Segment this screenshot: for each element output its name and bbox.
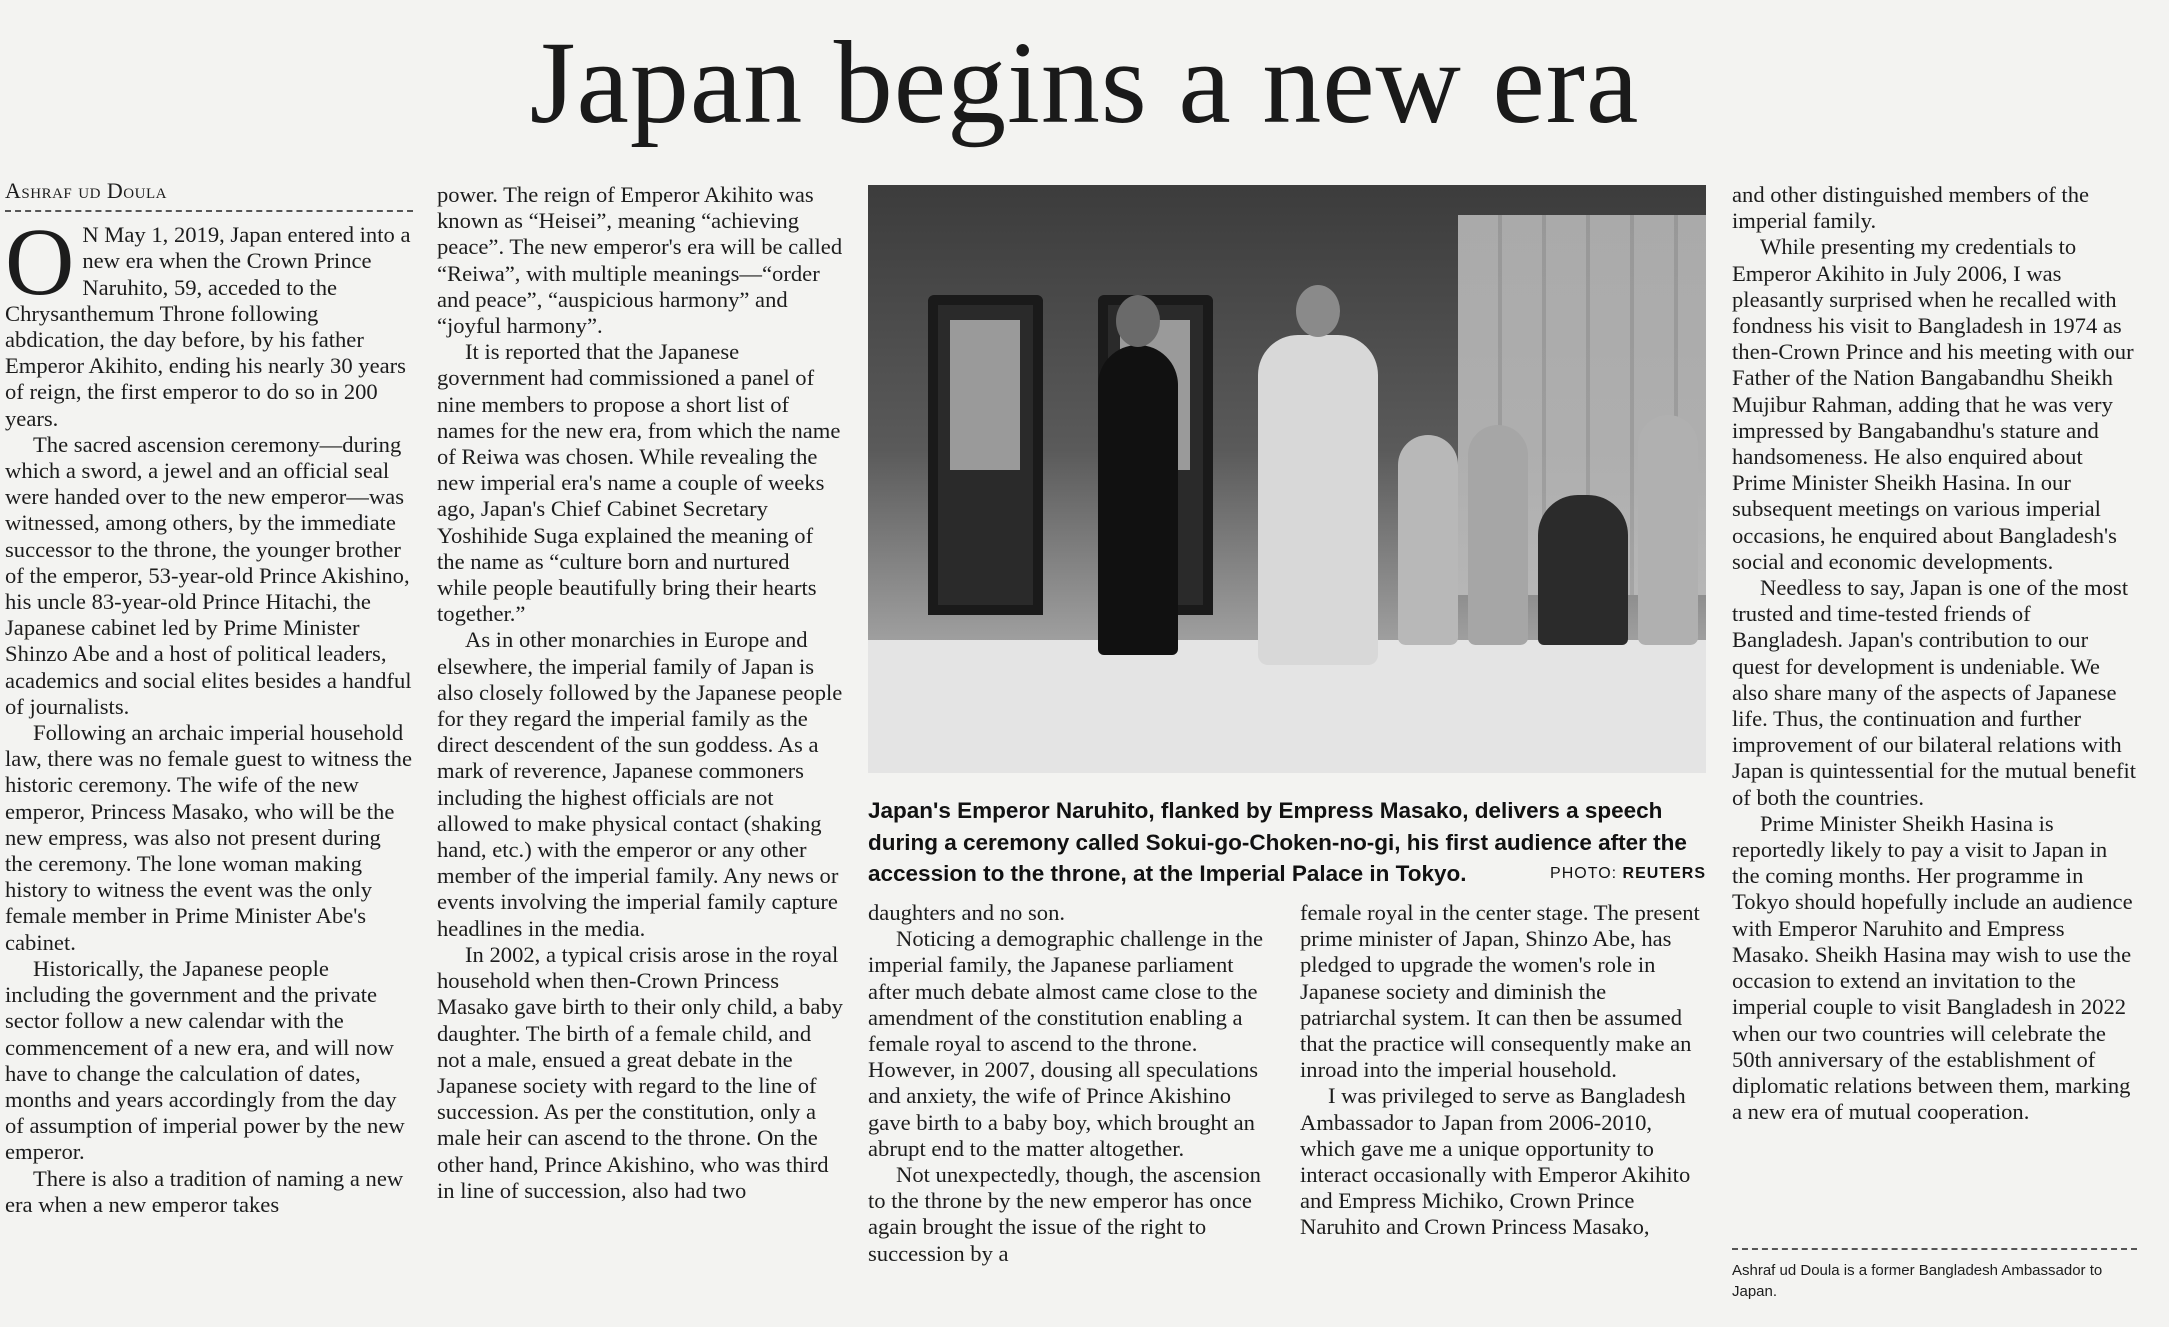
caption-text: Japan's Emperor Naruhito, flanked by Empress Masako, delivers a speech during a ceremony called Sokui-go-Choken-no-gi, his first audience after the accession to the throne, at the Imperial Palace in Tokyo.: [868, 798, 1687, 886]
paragraph: Not unexpectedly, though, the ascension to the throne by the new emperor has once again brought the issue of the right to succession by a: [868, 1162, 1261, 1266]
headline: Japan begins a new era: [529, 17, 1640, 148]
ceremony-photo: [868, 185, 1706, 773]
attendant-figure: [1638, 415, 1698, 645]
photo-caption: [868, 795, 1706, 890]
drop-cap: O: [5, 208, 75, 316]
paragraph: power. The reign of Emperor Akihito was known as “Heisei”, meaning “achieving peace”. The new emperor's era will be called “Reiwa”, with multiple meanings—“order and peace”, “auspicious harmony” and “joyful harmony”.: [437, 182, 843, 339]
article-column-5: [1732, 182, 2137, 1125]
paragraph: The sacred ascension ceremony—during which a sword, a jewel and an official seal were handed over to the new emperor—was witnessed, among others, by the immediate successor to the throne, the younger brother of the emperor, 53-year-old Prince Akishino, his uncle 83-year-old Prince Hitachi, the Japanese cabinet led by Prime Minister Shinzo Abe and a host of political leaders, academics and social elites besides a handful of journalists.: [5, 431, 412, 719]
paragraph: and other distinguished members of the imperial family.: [1732, 182, 2090, 234]
paragraph: As in other monarchies in Europe and elsewhere, the imperial family of Japan is also closely followed by the Japanese people for they regard the imperial family as the direct descendent of the sun goddess. As a mark of reverence, Japanese commoners including the highest officials are not allowed to make physical contact (shaking hand, etc.) with the emperor or any other member of the imperial family. Any news or events involving the imperial family capture headlines in the media.: [437, 627, 843, 941]
paragraph: Historically, the Japanese people including the government and the private sector follow a new calendar with the commencement of a new era, and will now have to change the calculation of dates, months and years accordingly from the day of assumption of imperial power by the new emperor.: [5, 955, 405, 1165]
byline: Ashraf ud Doula: [5, 178, 413, 212]
attendant-figure: [1468, 425, 1528, 645]
attendant-figure: [1398, 435, 1458, 645]
article-column-3: [868, 900, 1276, 1267]
paragraph: Prime Minister Sheikh Hasina is reportedly likely to pay a visit to Japan in the coming months. Her programme in Tokyo should hopefully include an audience with Emperor Naruhito and Empress Masako. Sheikh Hasina may wish to use the occasion to extend an invitation to the imperial couple to visit Bangladesh in 2022 when our two countries will celebrate the 50th anniversary of the establishment of diplomatic relations between them, marking a new era of mutual cooperation.: [1732, 810, 2133, 1125]
emperor-head: [1116, 295, 1160, 347]
article-column-2: [437, 182, 845, 1204]
paragraph: female royal in the center stage. The present prime minister of Japan, Shinzo Abe, has pledged to upgrade the women's role in Japanese society and diminish the patriarchal system. It can then be assumed that the practice will consequently make an inroad into the imperial household.: [1300, 900, 1700, 1083]
paragraph: In 2002, a typical crisis arose in the royal household when then-Crown Princess Masako gave birth to their only child, a baby daughter. The birth of a female child, and not a male, ensued a great debate in the Japanese society with regard to the line of succession. As per the constitution, only a male heir can ascend to the throne. On the other hand, Prince Akishino, who was third in line of succession, also had two: [437, 941, 843, 1203]
emperor-figure: [1098, 345, 1178, 655]
paragraph: While presenting my credentials to Emperor Akihito in July 2006, I was pleasantly surprised when he recalled with fondness his visit to Bangladesh in 1974 as then-Crown Prince and his meeting with our Father of the Nation Bangabandhu Sheikh Mujibur Rahman, adding that he was very impressed by Bangabandhu's stature and handsomeness. He also enquired about Prime Minister Sheikh Hasina. In our subsequent meetings on various imperial occasions, he enquired about Bangladesh's social and economic developments.: [1732, 234, 2134, 574]
photo-credit: [1550, 858, 1706, 890]
credit-prefix: PHOTO:: [1550, 865, 1623, 882]
credit-source: REUTERS: [1622, 865, 1706, 882]
paragraph: Needless to say, Japan is one of the most trusted and time-tested friends of Bangladesh. Japan's contribution to our quest for development is undeniable. We also share many of the aspects of Japanese life. Thus, the continuation and further improvement of our bilateral relations with Japan is quintessential for the mutual benefit of both the countries.: [1732, 575, 2137, 810]
paragraph: It is reported that the Japanese government had commissioned a panel of nine members to propose a short list of names for the new era, from which the name of Reiwa was chosen. While revealing the new imperial era's name a couple of weeks ago, Japan's Chief Cabinet Secretary Yoshihide Suga explained the meaning of the name as “culture born and nurtured while people beautifully bring their hearts together.”: [437, 339, 841, 627]
paragraph: Noticing a demographic challenge in the imperial family, the Japanese parliament after much debate almost came close to the amendment of the constitution enabling a female royal to ascend to the throne. However, in 2007, dousing all speculations and anxiety, the wife of Prince Akishino gave birth to a baby boy, which brought an abrupt end to the matter altogether.: [868, 926, 1264, 1161]
paragraph: There is also a tradition of naming a new era when a new emperor takes: [5, 1165, 404, 1217]
lead-paragraph: [5, 208, 413, 432]
empress-figure: [1258, 335, 1378, 665]
paragraph: daughters and no son.: [868, 900, 1066, 925]
throne-left: [928, 295, 1043, 615]
wheelchair-figure: [1538, 495, 1628, 645]
paragraph: I was privileged to serve as Bangladesh Ambassador to Japan from 2006-2010, which gave me a unique opportunity to interact occasionally with Emperor Akihito and Empress Michiko, Crown Prince Naruhito and Crown Princess Masako,: [1300, 1083, 1691, 1240]
empress-head: [1296, 285, 1340, 337]
paragraph: Following an archaic imperial household law, there was no female guest to witness the historic ceremony. The wife of the new emperor, Princess Masako, who will be the new empress, was also not present during the ceremony. The lone woman making history to witness the event was the only female member in Prime Minister Abe's cabinet.: [5, 720, 412, 955]
author-footnote: Ashraf ud Doula is a former Bangladesh Ambassador to Japan.: [1732, 1248, 2137, 1302]
article-column-4: [1300, 900, 1708, 1241]
lead-paragraph-text: N May 1, 2019, Japan entered into a new era when the Crown Prince Naruhito, 59, acceded to the Chrysanthemum Throne following abdication, the day before, by his father Emperor Akihito, ending his nearly 30 years of reign, the first emperor to do so in 200 years.: [5, 222, 411, 431]
article-column-1: [5, 178, 413, 1218]
